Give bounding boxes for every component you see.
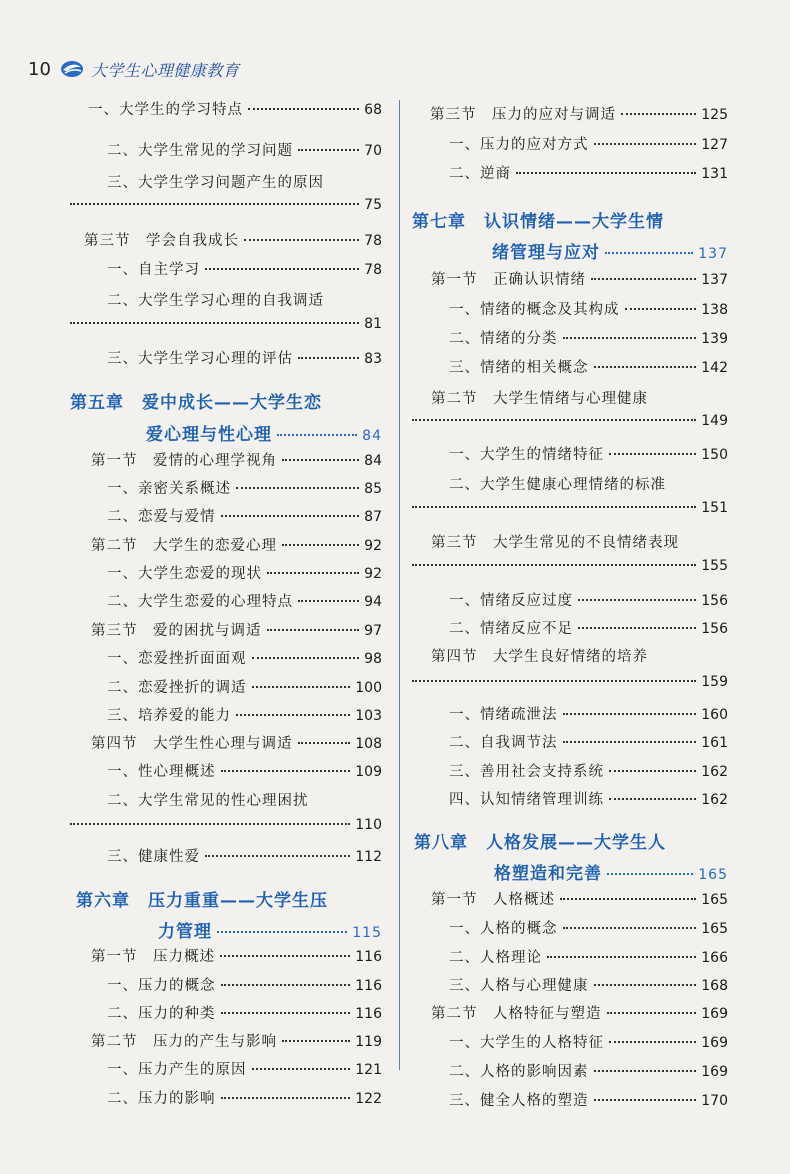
toc-entry — [91, 449, 382, 470]
toc-entry-title: 一、恋爱挫折面面观 — [107, 651, 247, 667]
toc-page-number: 139 — [701, 331, 728, 347]
toc-page-number: 70 — [364, 143, 382, 159]
toc-entry-title: 力管理 — [158, 922, 212, 942]
toc-entry-title: 第四节 大学生良好情绪的培养 — [431, 649, 648, 665]
dot-leader — [267, 629, 360, 631]
book-title: 大学生心理健康教育 — [90, 60, 240, 80]
dot-leader — [591, 278, 696, 280]
dot-leader — [578, 627, 696, 629]
toc-entry-title: 格塑造和完善 — [494, 864, 602, 884]
publisher-logo-icon — [59, 58, 85, 80]
dot-leader — [221, 1097, 351, 1099]
toc-chapter-heading — [412, 207, 728, 232]
toc-entry-title: 二、大学生常见的性心理困扰 — [107, 793, 309, 809]
toc-page-number: 116 — [355, 949, 382, 965]
toc-entry-title: 第二节 大学生情绪与心理健康 — [431, 391, 648, 407]
toc-entry-title: 二、大学生健康心理情绪的标准 — [449, 477, 666, 493]
toc-page-number: 84 — [362, 428, 382, 444]
toc-entry — [449, 788, 728, 809]
toc-entry-title: 三、大学生学习心理的评估 — [107, 351, 293, 367]
dot-leader — [221, 515, 360, 517]
toc-entry — [431, 1002, 728, 1023]
toc-entry — [107, 562, 382, 583]
toc-entry — [449, 760, 728, 781]
toc-entry — [70, 316, 382, 332]
toc-entry-title: 第三节 学会自我成长 — [84, 233, 239, 249]
toc-entry — [107, 477, 382, 498]
toc-entry — [88, 98, 382, 119]
toc-page-number: 150 — [701, 447, 728, 463]
toc-page-number: 68 — [364, 102, 382, 118]
dot-leader — [621, 113, 696, 115]
dot-leader — [594, 366, 697, 368]
toc-entry-title: 一、大学生恋爱的现状 — [107, 566, 262, 582]
dot-leader — [298, 600, 359, 602]
toc-chapter-heading — [494, 859, 728, 884]
dot-leader — [298, 357, 359, 359]
dot-leader — [220, 955, 350, 957]
toc-entry — [449, 974, 728, 995]
toc-page-number: 162 — [701, 792, 728, 808]
toc-page-number: 168 — [701, 978, 728, 994]
toc-entry — [412, 413, 728, 429]
toc-page-number: 156 — [701, 621, 728, 637]
toc-entry-title: 第七章 认识情绪——大学生情 — [412, 212, 664, 232]
dot-leader — [594, 984, 697, 986]
toc-page-number: 83 — [364, 351, 382, 367]
dot-leader — [563, 337, 697, 339]
toc-entry-title: 一、情绪疏泄法 — [449, 707, 558, 723]
toc-entry — [107, 789, 382, 810]
toc-entry — [449, 327, 728, 348]
toc-entry-title: 二、大学生学习心理的自我调适 — [107, 293, 324, 309]
toc-entry-title: 第一节 爱情的心理学视角 — [91, 453, 277, 469]
toc-entry — [84, 229, 382, 250]
dot-leader — [609, 453, 696, 455]
toc-page-number: 156 — [701, 593, 728, 609]
toc-entry-title: 三、健全人格的塑造 — [449, 1093, 589, 1109]
toc-entry — [412, 674, 728, 690]
dot-leader — [594, 143, 697, 145]
running-header — [28, 52, 239, 86]
dot-leader — [252, 1068, 351, 1070]
dot-leader — [70, 203, 359, 205]
toc-entry-title: 第二节 人格特征与塑造 — [431, 1006, 602, 1022]
toc-entry-title: 二、情绪的分类 — [449, 331, 558, 347]
toc-page-number: 160 — [701, 707, 728, 723]
toc-page-number: 92 — [364, 566, 382, 582]
toc-entry — [431, 531, 728, 552]
toc-entry — [431, 268, 728, 289]
dot-leader — [594, 1099, 697, 1101]
toc-page-number: 78 — [364, 262, 382, 278]
dot-leader — [267, 572, 359, 574]
toc-entry-title: 爱心理与性心理 — [146, 425, 272, 445]
toc-entry-title: 一、自主学习 — [107, 262, 200, 278]
toc-entry — [449, 443, 728, 464]
toc-page-number: 85 — [364, 481, 382, 497]
toc-page-number: 131 — [701, 166, 728, 182]
toc-page-number: 165 — [701, 892, 728, 908]
toc-entry — [449, 617, 728, 638]
dot-leader — [547, 956, 696, 958]
toc-entry-title: 二、大学生常见的学习问题 — [107, 143, 293, 159]
toc-entry-title: 三、培养爱的能力 — [107, 708, 231, 724]
dot-leader — [277, 434, 357, 436]
toc-page-number: 81 — [364, 316, 382, 332]
dot-leader — [563, 713, 697, 715]
toc-page-number: 169 — [701, 1035, 728, 1051]
dot-leader — [70, 823, 350, 825]
toc-page-number: 116 — [355, 978, 382, 994]
toc-entry-title: 第二节 大学生的恋爱心理 — [91, 538, 277, 554]
toc-entry — [107, 347, 382, 368]
toc-entry-title: 一、压力的概念 — [107, 978, 216, 994]
toc-entry-title: 二、情绪反应不足 — [449, 621, 573, 637]
toc-entry-title: 第一节 人格概述 — [431, 892, 555, 908]
toc-entry — [430, 103, 728, 124]
dot-leader — [221, 770, 351, 772]
toc-entry — [91, 619, 382, 640]
toc-entry — [449, 1089, 728, 1110]
toc-page-number: 92 — [364, 538, 382, 554]
toc-entry-title: 三、善用社会支持系统 — [449, 764, 604, 780]
dot-leader — [70, 322, 359, 324]
toc-page-number: 94 — [364, 594, 382, 610]
toc-page-number: 103 — [355, 708, 382, 724]
toc-page-number: 155 — [701, 558, 728, 574]
toc-entry — [449, 133, 728, 154]
dot-leader — [563, 927, 697, 929]
dot-leader — [516, 172, 696, 174]
toc-page-number: 159 — [701, 674, 728, 690]
dot-leader — [205, 855, 350, 857]
toc-entry-title: 一、性心理概述 — [107, 764, 216, 780]
toc-entry — [449, 703, 728, 724]
toc-page-number: 137 — [701, 272, 728, 288]
dot-leader — [563, 741, 697, 743]
toc-page-number: 119 — [355, 1034, 382, 1050]
column-divider — [399, 100, 400, 1070]
toc-entry — [91, 945, 382, 966]
toc-chapter-heading — [146, 420, 382, 445]
toc-entry — [107, 1002, 382, 1023]
dot-leader — [205, 268, 359, 270]
toc-page-number: 165 — [701, 921, 728, 937]
toc-entry-title: 二、自我调节法 — [449, 735, 558, 751]
dot-leader — [282, 459, 359, 461]
toc-entry-title: 第一节 压力概述 — [91, 949, 215, 965]
toc-page-number: 108 — [355, 736, 382, 752]
page-number: 10 — [28, 58, 51, 80]
toc-entry — [70, 197, 382, 213]
toc-page-number: 84 — [364, 453, 382, 469]
dot-leader — [282, 544, 359, 546]
dot-leader — [236, 487, 359, 489]
toc-entry-title: 第八章 人格发展——大学生人 — [414, 833, 666, 853]
dot-leader — [607, 1012, 697, 1014]
dot-leader — [221, 1012, 351, 1014]
toc-entry — [431, 645, 728, 666]
toc-entry — [449, 731, 728, 752]
toc-entry-title: 第四节 大学生性心理与调适 — [91, 736, 293, 752]
toc-page-number: 170 — [701, 1093, 728, 1109]
toc-entry-title: 三、情绪的相关概念 — [449, 360, 589, 376]
toc-entry — [449, 356, 728, 377]
toc-entry-title: 四、认知情绪管理训练 — [449, 792, 604, 808]
toc-entry-title: 第五章 爱中成长——大学生恋 — [70, 393, 322, 413]
toc-entry — [412, 500, 728, 516]
toc-page-number: 122 — [355, 1091, 382, 1107]
toc-page-number: 137 — [698, 246, 728, 262]
toc-entry-title: 第六章 压力重重——大学生压 — [76, 891, 328, 911]
dot-leader — [217, 931, 347, 933]
toc-chapter-heading — [492, 238, 728, 263]
toc-entry-title: 绪管理与应对 — [492, 243, 600, 263]
toc-entry-title: 一、大学生的学习特点 — [88, 102, 243, 118]
dot-leader — [412, 506, 696, 508]
toc-entry-title: 二、压力的种类 — [107, 1006, 216, 1022]
toc-entry — [70, 817, 382, 833]
toc-page-number: 127 — [701, 137, 728, 153]
toc-entry-title: 第一节 正确认识情绪 — [431, 272, 586, 288]
toc-entry — [107, 760, 382, 781]
toc-entry — [449, 298, 728, 319]
toc-entry — [431, 888, 728, 909]
toc-chapter-heading — [414, 828, 728, 853]
toc-page-number: 98 — [364, 651, 382, 667]
toc-entry — [449, 917, 728, 938]
toc-entry-title: 一、大学生的人格特征 — [449, 1035, 604, 1051]
toc-entry-title: 第三节 爱的困扰与调适 — [91, 623, 262, 639]
toc-page-number: 125 — [701, 107, 728, 123]
toc-chapter-heading — [158, 917, 382, 942]
toc-entry-title: 一、压力产生的原因 — [107, 1062, 247, 1078]
toc-page-number: 121 — [355, 1062, 382, 1078]
toc-entry — [449, 162, 728, 183]
toc-entry — [91, 732, 382, 753]
toc-page-number: 161 — [701, 735, 728, 751]
toc-entry — [449, 1060, 728, 1081]
toc-entry-title: 二、人格的影响因素 — [449, 1064, 589, 1080]
dot-leader — [244, 239, 359, 241]
dot-leader — [609, 770, 696, 772]
toc-entry — [107, 139, 382, 160]
toc-entry-title: 二、逆商 — [449, 166, 511, 182]
toc-page-number: 142 — [701, 360, 728, 376]
dot-leader — [298, 149, 359, 151]
toc-entry-title: 三、健康性爱 — [107, 849, 200, 865]
dot-leader — [282, 1040, 350, 1042]
toc-entry-title: 一、情绪反应过度 — [449, 593, 573, 609]
toc-entry — [107, 289, 382, 310]
toc-entry — [107, 647, 382, 668]
toc-entry — [449, 1031, 728, 1052]
toc-entry-title: 第三节 大学生常见的不良情绪表现 — [431, 535, 679, 551]
toc-page-number: 109 — [355, 764, 382, 780]
dot-leader — [607, 873, 693, 875]
toc-chapter-heading — [76, 886, 382, 911]
dot-leader — [412, 564, 696, 566]
toc-entry — [107, 676, 382, 697]
dot-leader — [625, 308, 697, 310]
toc-page-number: 112 — [355, 849, 382, 865]
toc-entry-title: 一、大学生的情绪特征 — [449, 447, 604, 463]
dot-leader — [605, 252, 693, 254]
toc-page-number: 78 — [364, 233, 382, 249]
toc-entry — [107, 171, 382, 192]
toc-entry — [449, 946, 728, 967]
toc-page-number: 87 — [364, 509, 382, 525]
toc-entry — [412, 558, 728, 574]
toc-page-number: 151 — [701, 500, 728, 516]
toc-entry — [107, 505, 382, 526]
toc-page-number: 165 — [698, 867, 728, 883]
toc-entry-title: 二、大学生恋爱的心理特点 — [107, 594, 293, 610]
dot-leader — [609, 798, 696, 800]
toc-page-number: 149 — [701, 413, 728, 429]
toc-entry-title: 二、恋爱挫折的调适 — [107, 680, 247, 696]
toc-page-number: 75 — [364, 197, 382, 213]
toc-page-number: 138 — [701, 302, 728, 318]
toc-page-number: 115 — [352, 925, 382, 941]
toc-page-number: 166 — [701, 950, 728, 966]
toc-entry — [107, 845, 382, 866]
dot-leader — [609, 1041, 696, 1043]
toc-page-number: 100 — [355, 680, 382, 696]
toc-entry — [107, 704, 382, 725]
toc-page-number: 162 — [701, 764, 728, 780]
toc-entry — [91, 534, 382, 555]
toc-chapter-heading — [70, 388, 382, 413]
toc-entry-title: 第二节 压力的产生与影响 — [91, 1034, 277, 1050]
toc-entry-title: 一、压力的应对方式 — [449, 137, 589, 153]
dot-leader — [560, 898, 696, 900]
dot-leader — [594, 1070, 697, 1072]
dot-leader — [412, 680, 696, 682]
toc-entry — [107, 258, 382, 279]
toc-entry-title: 二、压力的影响 — [107, 1091, 216, 1107]
toc-entry-title: 一、人格的概念 — [449, 921, 558, 937]
toc-page-number: 116 — [355, 1006, 382, 1022]
toc-entry — [107, 1058, 382, 1079]
toc-entry-title: 三、人格与心理健康 — [449, 978, 589, 994]
toc-entry-title: 一、亲密关系概述 — [107, 481, 231, 497]
dot-leader — [252, 657, 360, 659]
dot-leader — [412, 419, 696, 421]
dot-leader — [236, 714, 350, 716]
toc-entry — [91, 1030, 382, 1051]
toc-entry-title: 二、恋爱与爱情 — [107, 509, 216, 525]
dot-leader — [221, 984, 351, 986]
dot-leader — [578, 599, 696, 601]
toc-entry-title: 第三节 压力的应对与调适 — [430, 107, 616, 123]
toc-entry — [107, 1087, 382, 1108]
toc-entry — [449, 473, 728, 494]
toc-entry — [431, 387, 728, 408]
toc-entry — [107, 590, 382, 611]
toc-entry-title: 二、人格理论 — [449, 950, 542, 966]
dot-leader — [248, 108, 359, 110]
toc-page-number: 110 — [355, 817, 382, 833]
dot-leader — [298, 742, 351, 744]
toc-entry-title: 一、情绪的概念及其构成 — [449, 302, 620, 318]
toc-entry — [107, 974, 382, 995]
toc-entry — [449, 589, 728, 610]
toc-page-number: 97 — [364, 623, 382, 639]
toc-page-number: 169 — [701, 1006, 728, 1022]
dot-leader — [252, 686, 351, 688]
toc-page-number: 169 — [701, 1064, 728, 1080]
toc-entry-title: 三、大学生学习问题产生的原因 — [107, 175, 324, 191]
